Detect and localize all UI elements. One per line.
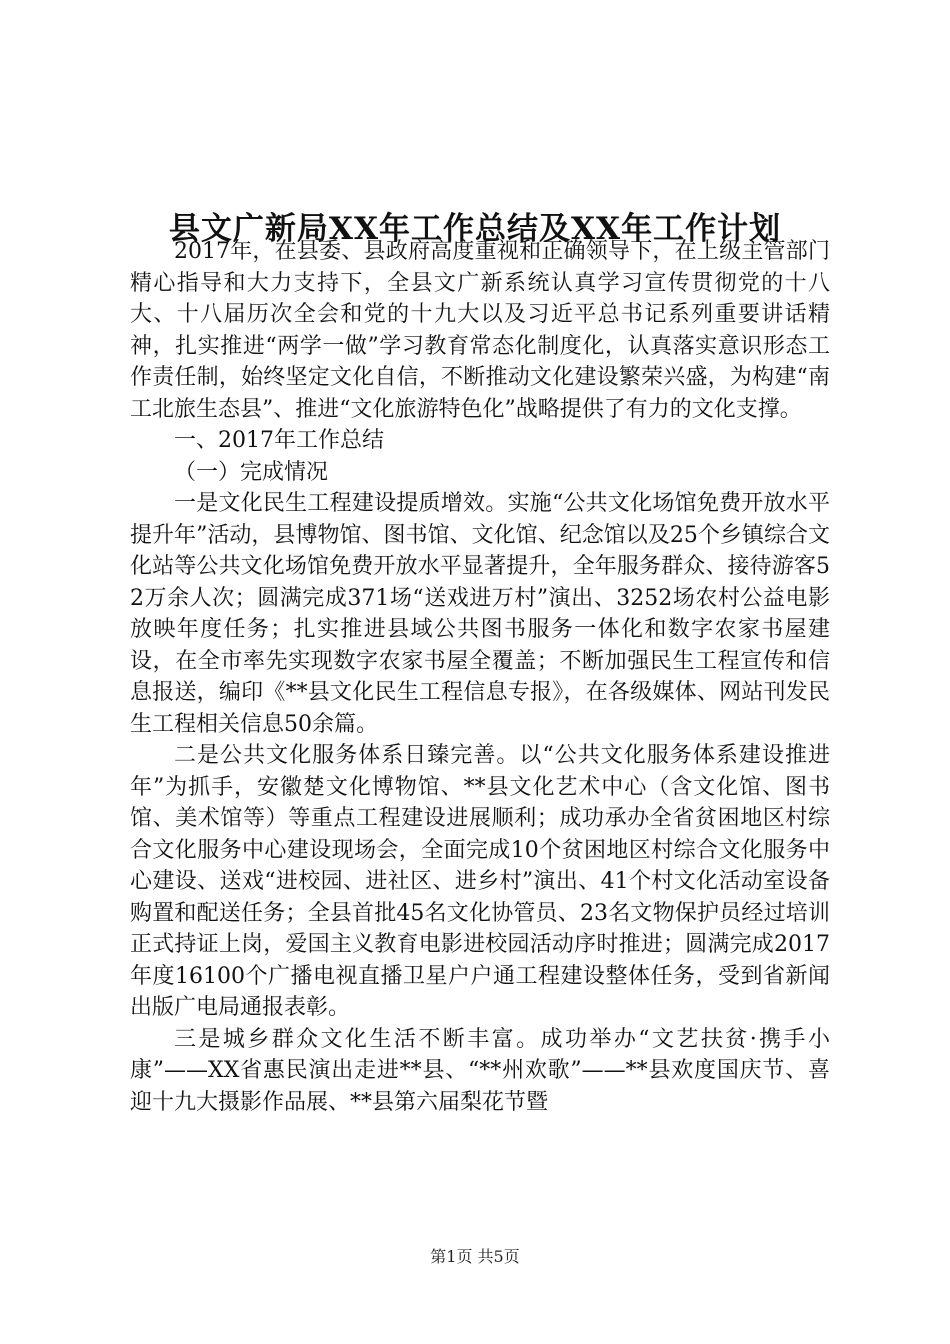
document-title: 县文广新局XX年工作总结及XX年工作计划 [168, 210, 782, 247]
paragraph-item-2: 二是公共文化服务体系日臻完善。以“公共文化服务体系建设推进年”为抓手，安徽楚文化博物馆、**县文化艺术中心（含文化馆、图书馆、美术馆等）等重点工程建设进展顺利；成功承办全省贫困地区村综合文化服务中心建设现场会，全面完成10个贫困地区村综合文化服务中心建设、送戏“进校园、进社区、进乡村”演出、41个村文化活动室设备购置和配送任务；全县首批45名文化协管员、23名文物保护员经过培训正式持证上岗，爱国主义教育电影进校园活动序时推进；圆满完成2017年度16100个广播电视直播卫星户户通工程建设整体任务，受到省新闻出版广电局通报表彰。 [130, 743, 830, 1020]
paragraph-item-1: 一是文化民生工程建设提质增效。实施“公共文化场馆免费开放水平提升年”活动，县博物馆、图书馆、文化馆、纪念馆以及25个乡镇综合文化站等公共文化场馆免费开放水平显著提升，全年服务群众、接待游客52万余人次；圆满完成371场“送戏进万村”演出、3252场农村公益电影放映年度任务；扎实推进县域公共图书服务一体化和数字农家书屋建设，在全市率先实现数字农家书屋全覆盖；不断加强民生工程宣传和信息报送，编印《**县文化民生工程信息专报》，在各级媒体、网站刊发民生工程相关信息50余篇。 [130, 491, 830, 737]
document-body [130, 236, 830, 1118]
paragraph-item-3: 三是城乡群众文化生活不断丰富。成功举办“文艺扶贫·携手小康”——XX省惠民演出走进**县、“**州欢歌”——**县欢度国庆节、喜迎十九大摄影作品展、**县第六届梨花节暨 [130, 1026, 830, 1115]
section-heading: 一、2017年工作总结 [174, 428, 384, 453]
subsection-heading: （一）完成情况 [174, 459, 329, 485]
page-footer: 第1页 共5页 [430, 1247, 520, 1266]
intro-paragraph: 2017年，在县委、县政府高度重视和正确领导下，在上级主管部门精心指导和大力支持下，全县文广新系统认真学习宣传贯彻党的十八大、十八届历次全会和党的十九大以及习近平总书记系列重要讲话精神，扎实推进“两学一做”学习教育常态化制度化，认真落实意识形态工作责任制，始终坚定文化自信，不断推动文化建设繁荣兴盛，为构建“南工北旅生态县”、推进“文化旅游特色化”战略提供了有力的文化支撑。 [130, 239, 830, 422]
